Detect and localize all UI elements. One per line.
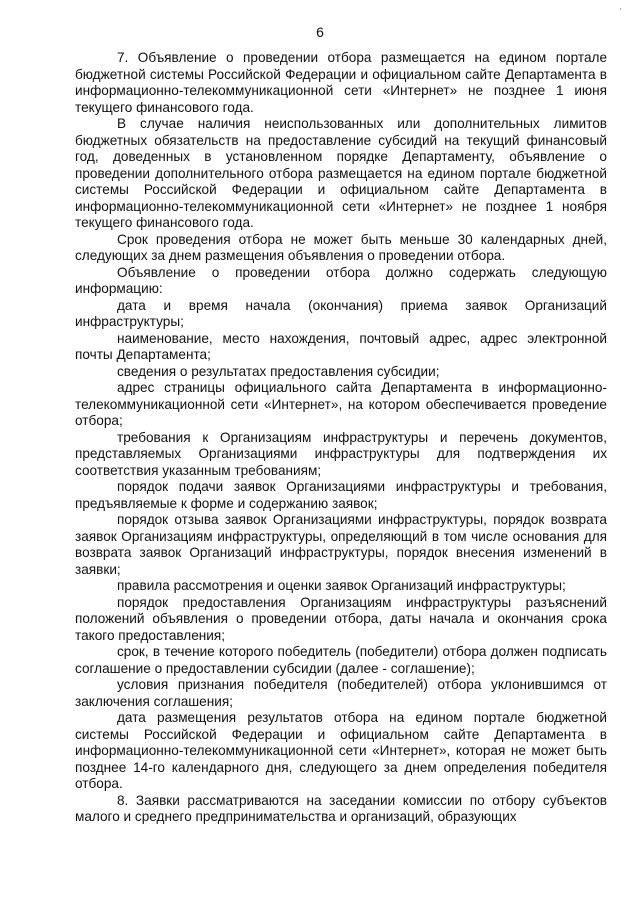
list-item-website-address: адрес страницы официального сайта Департамента в информационно-телекоммуникационной сети «Интернет», на котором обеспечивается проведение отбора; bbox=[75, 380, 607, 428]
list-item-evaluation-rules: правила рассмотрения и оценки заявок Организаций инфраструктуры; bbox=[117, 578, 566, 593]
paragraph-selection-period: Срок проведения отбора не может быть меньше 30 календарных дней, следующих за днем размещения объявления о проведении отбора. bbox=[75, 231, 607, 263]
list-item-results-publication: дата размещения результатов отбора на едином портале бюджетной системы Российской Федерации и официальном сайте Департамента в информационно-телекоммуникационной сети «Интернет», которая не может быть позднее 14-го календарного дня, следующего за днем определения победителя отбора. bbox=[75, 710, 607, 791]
page-number: 6 bbox=[316, 24, 324, 40]
paragraph-clause-7: 7. Объявление о проведении отбора размещается на едином портале бюджетной системы Российской Федерации и официальном сайте Департамента в информационно-телекоммуникационной сети «Интернет» не позднее 1 июня текущего финансового года. bbox=[75, 50, 607, 115]
list-item-submission-procedure: порядок подачи заявок Организациями инфраструктуры и требования, предъявляемые к форме и содержанию заявок; bbox=[75, 479, 607, 511]
paragraph-additional-selection: В случае наличия неиспользованных или дополнительных лимитов бюджетных обязательств на предоставление субсидий на текущий финансовый год, доведенных в установленном порядке Департаменту, объявление о проведении дополнительного отбора размещается на едином портале бюджетной системы Российской Федерации и официальном сайте Департамента в информационно-телекоммуникационной сети «Интернет» не позднее 1 ноября текущего финансового года. bbox=[75, 116, 607, 230]
list-item-subsidy-results: сведения о результатах предоставления субсидии; bbox=[117, 363, 440, 379]
list-item-application-dates: дата и время начала (окончания) приема заявок Организаций инфраструктуры; bbox=[75, 297, 607, 329]
list-item-requirements: требования к Организациям инфраструктуры и перечень документов, представляемых Организациями инфраструктуры для подтверждения их соответствия указанным требованиям; bbox=[75, 429, 607, 478]
list-item-department-contacts: наименование, место нахождения, почтовый адрес, адрес электронной почты Департамента; bbox=[75, 330, 607, 362]
list-item-agreement-deadline: срок, в течение которого победитель (победители) отбора должен подписать соглашение о предоставлении субсидии (далее - соглашение); bbox=[75, 644, 607, 676]
list-item-clarifications: порядок предоставления Организациям инфраструктуры разъяснений положений объявления о проведении отбора, даты начала и окончания срока такого предоставления; bbox=[75, 594, 607, 643]
list-item-evasion-conditions: условия признания победителя (победителей) отбора уклонившимся от заключения соглашения; bbox=[75, 677, 607, 709]
corner-mark: ' bbox=[620, 7, 622, 16]
document-body bbox=[75, 50, 607, 826]
paragraph-clause-8: 8. Заявки рассматриваются на заседании комиссии по отбору субъектов малого и среднего предпринимательства и организаций, образующих bbox=[75, 792, 607, 824]
paragraph-announcement-contents: Объявление о проведении отбора должно содержать следующую информацию: bbox=[75, 264, 607, 296]
list-item-withdrawal-procedure: порядок отзыва заявок Организациями инфраструктуры, порядок возврата заявок Организациям инфраструктуры, определяющий в том числе основания для возврата заявок Организаций инфраструктуры, порядок внесения изменений в заявки; bbox=[75, 512, 607, 577]
